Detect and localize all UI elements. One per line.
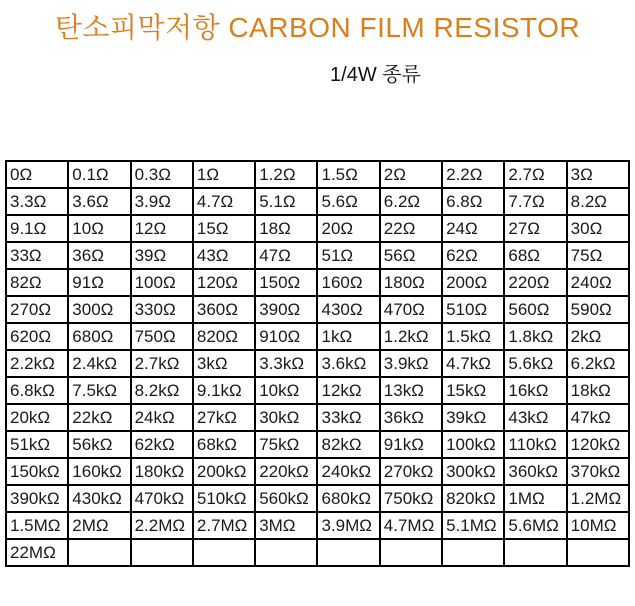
resistor-value-cell: 5.6Ω	[317, 188, 379, 215]
resistor-value-cell: 820kΩ	[442, 485, 504, 512]
resistor-value-cell: 62Ω	[442, 242, 504, 269]
resistor-value-cell: 1.5MΩ	[6, 512, 68, 539]
resistor-value-cell: 27Ω	[504, 215, 566, 242]
resistor-value-cell: 6.2Ω	[380, 188, 442, 215]
resistor-value-cell: 680kΩ	[317, 485, 379, 512]
resistor-value-cell: 470Ω	[380, 296, 442, 323]
resistor-value-cell	[380, 539, 442, 566]
resistor-value-cell: 1Ω	[193, 161, 255, 188]
resistor-value-cell: 7.5kΩ	[68, 377, 130, 404]
table-row	[6, 296, 629, 323]
resistor-value-cell: 30Ω	[567, 215, 629, 242]
table-row	[6, 404, 629, 431]
resistor-value-cell: 180kΩ	[131, 458, 193, 485]
resistor-value-cell: 13kΩ	[380, 377, 442, 404]
page-title: 탄소피막저항 CARBON FILM RESISTOR	[54, 12, 581, 43]
resistor-value-cell: 51Ω	[317, 242, 379, 269]
resistor-value-cell: 270Ω	[6, 296, 68, 323]
resistor-value-cell: 47kΩ	[567, 404, 629, 431]
resistor-value-cell: 2.7kΩ	[131, 350, 193, 377]
resistor-value-cell: 5.6kΩ	[504, 350, 566, 377]
resistor-value-cell: 620Ω	[6, 323, 68, 350]
resistor-value-cell: 3.3kΩ	[255, 350, 317, 377]
resistor-value-cell: 1.8kΩ	[504, 323, 566, 350]
resistor-value-cell: 1.2MΩ	[567, 485, 629, 512]
resistor-value-cell: 43Ω	[193, 242, 255, 269]
resistor-value-cell: 560kΩ	[255, 485, 317, 512]
resistor-value-cell: 2.2kΩ	[6, 350, 68, 377]
resistor-value-cell: 910Ω	[255, 323, 317, 350]
resistor-value-cell: 47Ω	[255, 242, 317, 269]
resistor-value-cell: 56kΩ	[68, 431, 130, 458]
table-row	[6, 350, 629, 377]
resistor-value-cell: 510kΩ	[193, 485, 255, 512]
table-row	[6, 188, 629, 215]
resistor-value-cell: 750kΩ	[380, 485, 442, 512]
resistor-value-cell	[255, 539, 317, 566]
resistor-value-cell: 180Ω	[380, 269, 442, 296]
resistor-value-cell: 12kΩ	[317, 377, 379, 404]
resistor-value-cell: 430kΩ	[68, 485, 130, 512]
resistor-value-cell: 51kΩ	[6, 431, 68, 458]
resistor-value-cell: 24Ω	[442, 215, 504, 242]
table-row	[6, 377, 629, 404]
resistor-value-cell: 560Ω	[504, 296, 566, 323]
resistor-value-cell: 470kΩ	[131, 485, 193, 512]
resistor-value-cell: 200Ω	[442, 269, 504, 296]
resistor-value-cell: 15kΩ	[442, 377, 504, 404]
resistor-value-cell: 12Ω	[131, 215, 193, 242]
resistor-value-cell: 3MΩ	[255, 512, 317, 539]
resistor-value-cell: 10Ω	[68, 215, 130, 242]
resistor-value-cell: 5.1MΩ	[442, 512, 504, 539]
resistor-value-cell: 7.7Ω	[504, 188, 566, 215]
resistor-value-cell	[68, 539, 130, 566]
resistor-value-cell: 2Ω	[380, 161, 442, 188]
resistor-value-cell: 2kΩ	[567, 323, 629, 350]
resistor-value-cell: 15Ω	[193, 215, 255, 242]
resistor-value-cell: 3kΩ	[193, 350, 255, 377]
resistor-value-cell: 22kΩ	[68, 404, 130, 431]
resistor-value-cell: 390kΩ	[6, 485, 68, 512]
resistor-value-cell: 30kΩ	[255, 404, 317, 431]
resistor-value-cell: 36Ω	[68, 242, 130, 269]
resistor-value-cell: 0Ω	[6, 161, 68, 188]
resistor-value-cell: 360kΩ	[504, 458, 566, 485]
resistor-value-cell: 3.6Ω	[68, 188, 130, 215]
resistor-value-cell: 120Ω	[193, 269, 255, 296]
resistor-value-cell: 510Ω	[442, 296, 504, 323]
resistor-value-cell: 0.3Ω	[131, 161, 193, 188]
resistor-value-cell: 1.5Ω	[317, 161, 379, 188]
resistor-value-cell: 100kΩ	[442, 431, 504, 458]
resistor-value-cell: 91Ω	[68, 269, 130, 296]
resistor-value-cell: 2MΩ	[68, 512, 130, 539]
resistor-value-cell: 33Ω	[6, 242, 68, 269]
table-row	[6, 539, 629, 566]
resistor-value-cell: 220kΩ	[255, 458, 317, 485]
resistor-value-cell: 62kΩ	[131, 431, 193, 458]
resistor-value-cell: 1.2kΩ	[380, 323, 442, 350]
resistor-value-cell: 36kΩ	[380, 404, 442, 431]
table-row	[6, 431, 629, 458]
resistor-value-cell	[131, 539, 193, 566]
resistor-value-cell: 2.7Ω	[504, 161, 566, 188]
resistor-value-cell: 750Ω	[131, 323, 193, 350]
resistor-value-cell: 24kΩ	[131, 404, 193, 431]
resistor-value-cell: 270kΩ	[380, 458, 442, 485]
resistor-value-cell: 160Ω	[317, 269, 379, 296]
resistor-value-cell: 9.1Ω	[6, 215, 68, 242]
resistor-value-cell: 220Ω	[504, 269, 566, 296]
resistor-value-cell: 3.9MΩ	[317, 512, 379, 539]
resistor-value-cell: 10kΩ	[255, 377, 317, 404]
resistor-value-cell: 4.7kΩ	[442, 350, 504, 377]
resistor-value-cell: 100Ω	[131, 269, 193, 296]
resistor-value-cell: 150Ω	[255, 269, 317, 296]
resistor-value-cell: 680Ω	[68, 323, 130, 350]
resistor-value-cell: 8.2kΩ	[131, 377, 193, 404]
table-row	[6, 323, 629, 350]
page-subtitle: 1/4W 종류	[330, 64, 421, 86]
resistor-value-cell: 68kΩ	[193, 431, 255, 458]
resistor-value-cell: 22Ω	[380, 215, 442, 242]
resistor-value-cell: 20kΩ	[6, 404, 68, 431]
resistor-value-cell: 8.2Ω	[567, 188, 629, 215]
resistor-value-cell: 2.4kΩ	[68, 350, 130, 377]
resistor-value-cell: 3.9kΩ	[380, 350, 442, 377]
resistor-value-cell: 200kΩ	[193, 458, 255, 485]
resistor-value-cell	[567, 539, 629, 566]
table-row	[6, 242, 629, 269]
resistor-value-cell: 1MΩ	[504, 485, 566, 512]
resistor-value-cell: 75kΩ	[255, 431, 317, 458]
resistor-value-cell: 2.7MΩ	[193, 512, 255, 539]
resistor-table-body	[6, 161, 629, 566]
resistor-value-cell: 240Ω	[567, 269, 629, 296]
resistor-value-cell	[442, 539, 504, 566]
resistor-value-cell: 6.2kΩ	[567, 350, 629, 377]
resistor-value-cell: 82Ω	[6, 269, 68, 296]
resistor-value-cell: 6.8Ω	[442, 188, 504, 215]
resistor-value-cell: 300Ω	[68, 296, 130, 323]
resistor-value-cell: 10MΩ	[567, 512, 629, 539]
resistor-value-cell: 3Ω	[567, 161, 629, 188]
resistor-value-cell: 820Ω	[193, 323, 255, 350]
resistor-value-cell: 16kΩ	[504, 377, 566, 404]
resistor-value-cell: 1.2Ω	[255, 161, 317, 188]
resistor-value-cell: 390Ω	[255, 296, 317, 323]
resistor-value-cell: 300kΩ	[442, 458, 504, 485]
resistor-value-cell: 43kΩ	[504, 404, 566, 431]
resistor-value-cell: 1kΩ	[317, 323, 379, 350]
resistor-value-cell: 370kΩ	[567, 458, 629, 485]
resistor-value-cell: 4.7MΩ	[380, 512, 442, 539]
resistor-value-cell: 0.1Ω	[68, 161, 130, 188]
resistor-value-cell: 6.8kΩ	[6, 377, 68, 404]
resistor-value-cell: 3.6kΩ	[317, 350, 379, 377]
resistor-value-cell: 75Ω	[567, 242, 629, 269]
table-row	[6, 485, 629, 512]
resistor-value-cell: 27kΩ	[193, 404, 255, 431]
resistor-value-cell: 5.1Ω	[255, 188, 317, 215]
resistor-value-cell: 33kΩ	[317, 404, 379, 431]
table-row	[6, 458, 629, 485]
resistor-value-cell: 4.7Ω	[193, 188, 255, 215]
resistor-values-table	[5, 160, 630, 567]
resistor-value-cell: 1.5kΩ	[442, 323, 504, 350]
resistor-value-cell: 2.2Ω	[442, 161, 504, 188]
resistor-value-cell: 68Ω	[504, 242, 566, 269]
resistor-value-cell: 39kΩ	[442, 404, 504, 431]
resistor-value-cell: 3.3Ω	[6, 188, 68, 215]
resistor-value-cell: 9.1kΩ	[193, 377, 255, 404]
resistor-value-cell: 2.2MΩ	[131, 512, 193, 539]
table-row	[6, 269, 629, 296]
resistor-value-cell: 330Ω	[131, 296, 193, 323]
resistor-value-cell: 150kΩ	[6, 458, 68, 485]
resistor-value-cell: 82kΩ	[317, 431, 379, 458]
resistor-value-cell	[504, 539, 566, 566]
resistor-value-cell: 120kΩ	[567, 431, 629, 458]
resistor-value-cell: 18kΩ	[567, 377, 629, 404]
resistor-value-cell	[193, 539, 255, 566]
resistor-value-cell: 430Ω	[317, 296, 379, 323]
table-row	[6, 161, 629, 188]
resistor-value-cell: 39Ω	[131, 242, 193, 269]
resistor-value-cell: 91kΩ	[380, 431, 442, 458]
resistor-value-cell: 22MΩ	[6, 539, 68, 566]
resistor-value-cell: 3.9Ω	[131, 188, 193, 215]
table-row	[6, 512, 629, 539]
resistor-value-cell: 110kΩ	[504, 431, 566, 458]
resistor-value-cell: 160kΩ	[68, 458, 130, 485]
resistor-value-cell: 240kΩ	[317, 458, 379, 485]
resistor-value-cell: 360Ω	[193, 296, 255, 323]
resistor-value-cell: 20Ω	[317, 215, 379, 242]
resistor-value-cell	[317, 539, 379, 566]
table-row	[6, 215, 629, 242]
resistor-value-cell: 56Ω	[380, 242, 442, 269]
resistor-value-cell: 18Ω	[255, 215, 317, 242]
resistor-value-cell: 590Ω	[567, 296, 629, 323]
resistor-value-cell: 5.6MΩ	[504, 512, 566, 539]
